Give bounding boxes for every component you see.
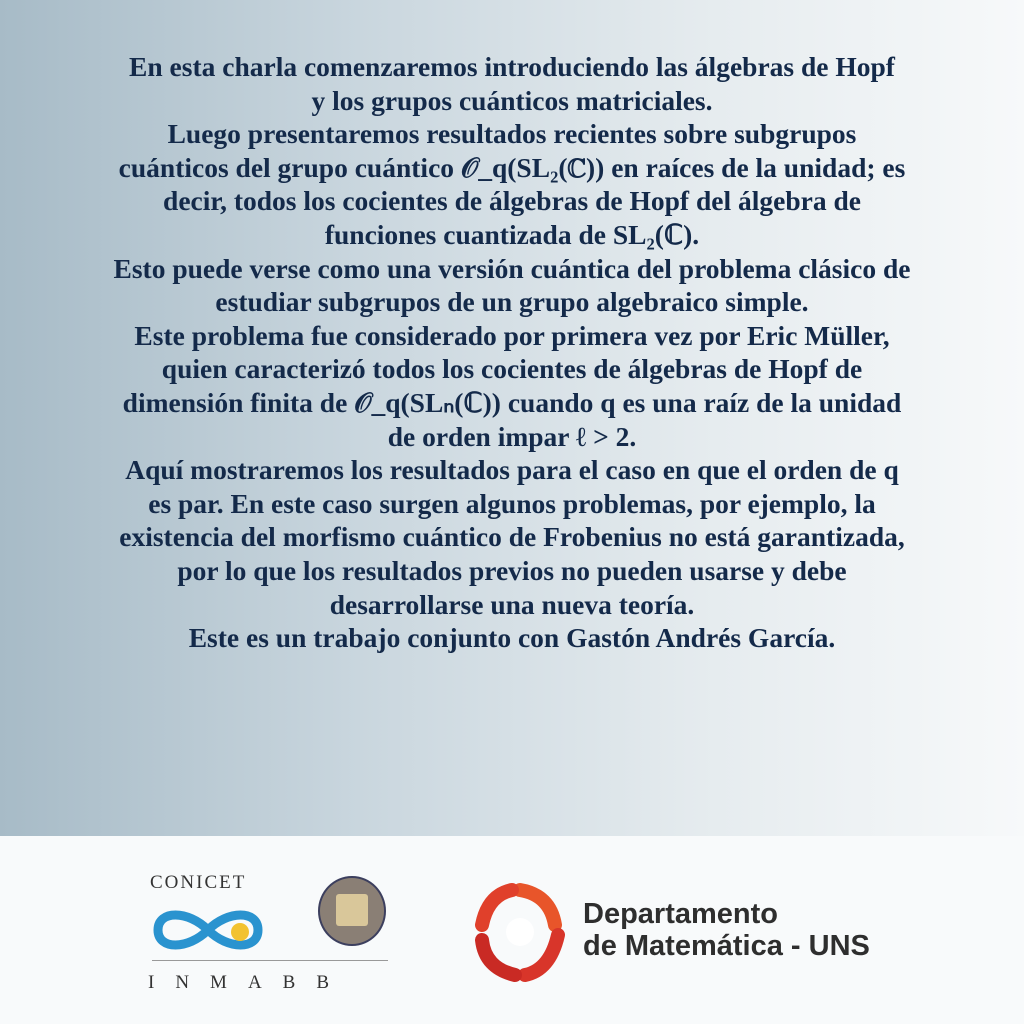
conicet-label: CONICET — [150, 872, 247, 893]
uns-seal-logo — [318, 876, 386, 946]
math-department-name — [583, 898, 870, 962]
abstract-line: En esta charla comenzaremos introduciendo las álgebras de Hopf — [129, 51, 895, 82]
abstract-text — [0, 50, 1024, 655]
abstract-line: y los grupos cuánticos matriciales. — [311, 84, 713, 116]
abstract-line: Aquí mostraremos los resultados para el caso en que el orden de q — [125, 454, 899, 486]
abstract-line: existencia del morfismo cuántico de Frobenius no está garantizada, — [119, 521, 905, 553]
abstract-line: quien caracterizó todos los cocientes de álgebras de Hopf de — [161, 353, 863, 385]
conicet-infinity-logo — [148, 905, 268, 955]
abstract-line: cuánticos del grupo cuántico 𝒪_q(SL₂(ℂ)) en raíces de la unidad; es — [118, 151, 906, 183]
abstract-line: funciones cuantizada de SL₂(ℂ). — [324, 218, 700, 250]
abstract-line: de orden impar ℓ > 2. — [387, 420, 637, 452]
abstract-line: Luego presentaremos resultados recientes sobre subgrupos — [167, 118, 857, 150]
dept-line-1: Departamento — [583, 898, 778, 930]
inmabb-label: INMABB — [148, 972, 351, 993]
abstract-line: Este problema fue considerado por primera vez por Eric Müller, — [134, 319, 890, 351]
dept-line-2: de Matemática - UNS — [583, 930, 870, 962]
abstract-line: estudiar subgrupos de un grupo algebraico simple. — [215, 286, 809, 318]
abstract-line: Esto puede verse como una versión cuántica del problema clásico de — [113, 252, 911, 284]
abstract-line: Este es un trabajo conjunto con Gastón Andrés García. — [188, 622, 836, 654]
abstract-line: es par. En este caso surgen algunos problemas, por ejemplo, la — [148, 487, 876, 519]
logo-divider — [152, 960, 388, 961]
abstract-line: desarrollarse una nueva teoría. — [329, 588, 695, 620]
abstract-line: dimensión finita de 𝒪_q(SLₙ(ℂ)) cuando q es una raíz de la unidad — [122, 386, 902, 418]
abstract-line: decir, todos los cocientes de álgebras de Hopf del álgebra de — [163, 185, 861, 217]
math-department-logo — [470, 880, 570, 984]
abstract-line: por lo que los resultados previos no pueden usarse y debe — [177, 554, 847, 586]
